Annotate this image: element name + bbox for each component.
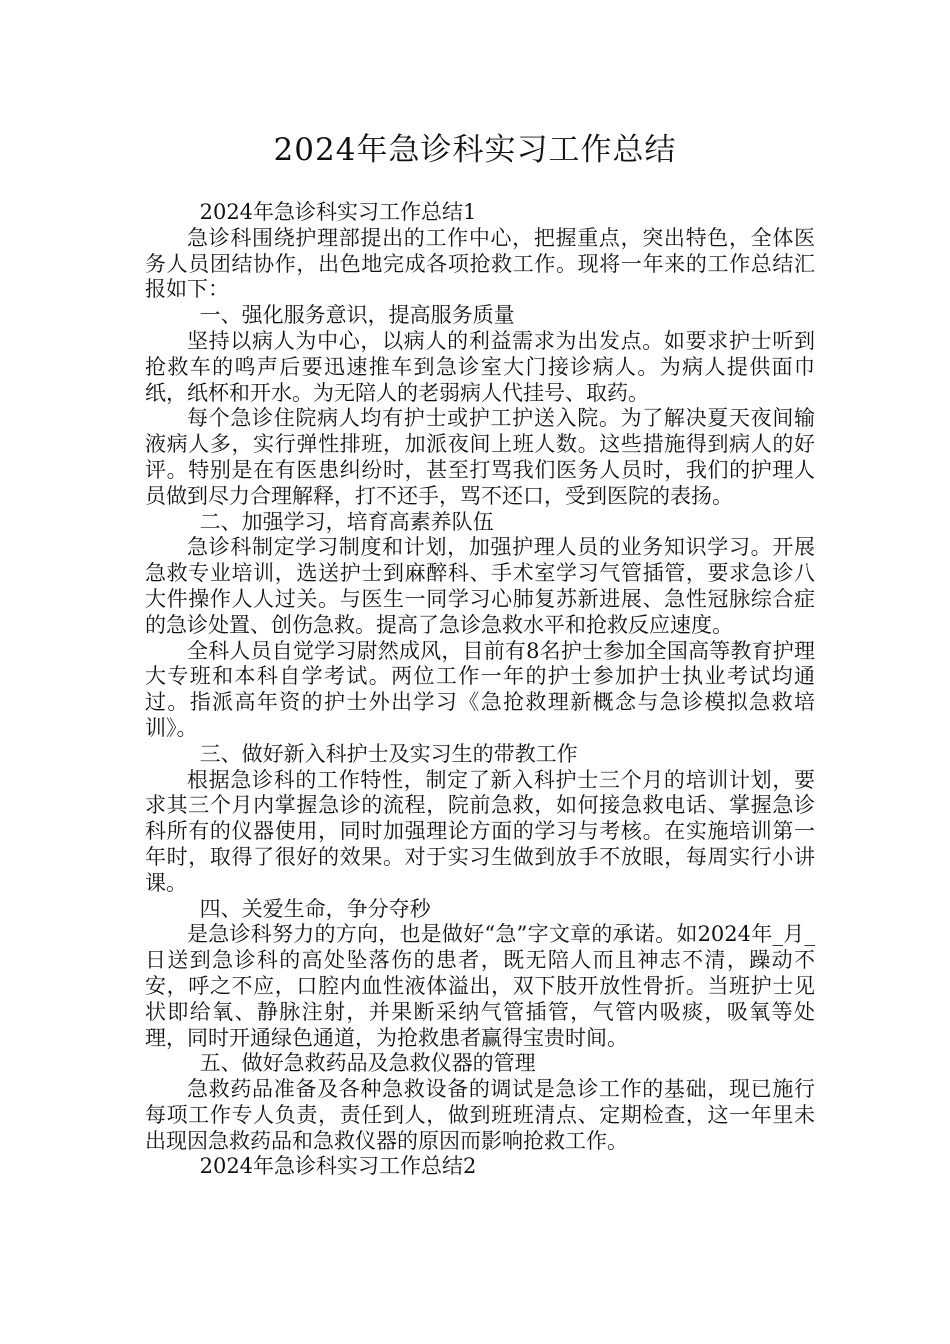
- section-subtitle: 2024年急诊科实习工作总结1: [199, 200, 477, 224]
- section-subtitle: 2024年急诊科实习工作总结2: [199, 1154, 477, 1179]
- paragraph: 急诊科围绕护理部提出的工作中心，把握重点，突出特色，全体医务人员团结协作，出色地完成各项抢救工作。现将一年来的工作总结汇报如下：: [145, 225, 815, 302]
- document-body: [145, 200, 815, 1180]
- paragraph: 坚持以病人为中心，以病人的利益需求为出发点。如要求护士听到抢救车的鸣声后要迅速推车到急诊室大门接诊病人。为病人提供面巾纸，纸杯和开水。为无陪人的老弱病人代挂号、取药。: [145, 328, 815, 405]
- section-heading: 二、加强学习，培育高素养队伍: [199, 509, 494, 534]
- section-heading: 四、关爱生命，争分夺秒: [199, 896, 431, 921]
- document-title: 2024年急诊科实习工作总结: [273, 132, 677, 168]
- paragraph: 根据急诊科的工作特性，制定了新入科护士三个月的培训计划，要求其三个月内掌握急诊的流程，院前急救，如何接急救电话、掌握急诊科所有的仪器使用，同时加强理论方面的学习与考核。在实施培训第一年时，取得了很好的效果。对于实习生做到放手不放眼，每周实行小讲课。: [145, 767, 815, 895]
- paragraph: 急救药品准备及各种急救设备的调试是急诊工作的基础，现已施行每项工作专人负责，责任到人，做到班班清点、定期检查，这一年里未出现因急救药品和急救仪器的原因而影响抢救工作。: [145, 1077, 815, 1153]
- section-heading: 五、做好急救药品及急救仪器的管理: [199, 1051, 536, 1076]
- section-heading: 三、做好新入科护士及实习生的带教工作: [199, 741, 578, 766]
- paragraph: 是急诊科努力的方向，也是做好“急”字文章的承诺。如2024年_月_日送到急诊科的高处坠落伤的患者，既无陪人而且神志不清，躁动不安，呼之不应，口腔内血性液体溢出，双下肢开放性骨折。当班护士见状即给氧、静脉注射，并果断采纳气管插管，气管内吸痰，吸氧等处理，同时开通绿色通道，为抢救患者赢得宝贵时间。: [145, 922, 815, 1050]
- section-heading: 一、强化服务意识，提高服务质量: [199, 303, 515, 328]
- paragraph: 全科人员自觉学习尉然成风，目前有8名护士参加全国高等教育护理大专班和本科自学考试。两位工作一年的护士参加护士执业考试均通过。指派高年资的护士外出学习《急抢救理新概念与急诊模拟急救培训》。: [145, 638, 815, 740]
- paragraph: 每个急诊住院病人均有护士或护工护送入院。为了解决夏天夜间输液病人多，实行弹性排班，加派夜间上班人数。这些措施得到病人的好评。特别是在有医患纠纷时，甚至打骂我们医务人员时，我们的护理人员做到尽力合理解释，打不还手，骂不还口，受到医院的表扬。: [145, 406, 815, 508]
- paragraph: 急诊科制定学习制度和计划，加强护理人员的业务知识学习。开展急救专业培训，选送护士到麻醉科、手术室学习气管插管，要求急诊八大件操作人人过关。与医生一同学习心肺复苏新进展、急性冠脉综合症的急诊处置、创伤急救。提高了急诊急救水平和抢救反应速度。: [145, 535, 815, 637]
